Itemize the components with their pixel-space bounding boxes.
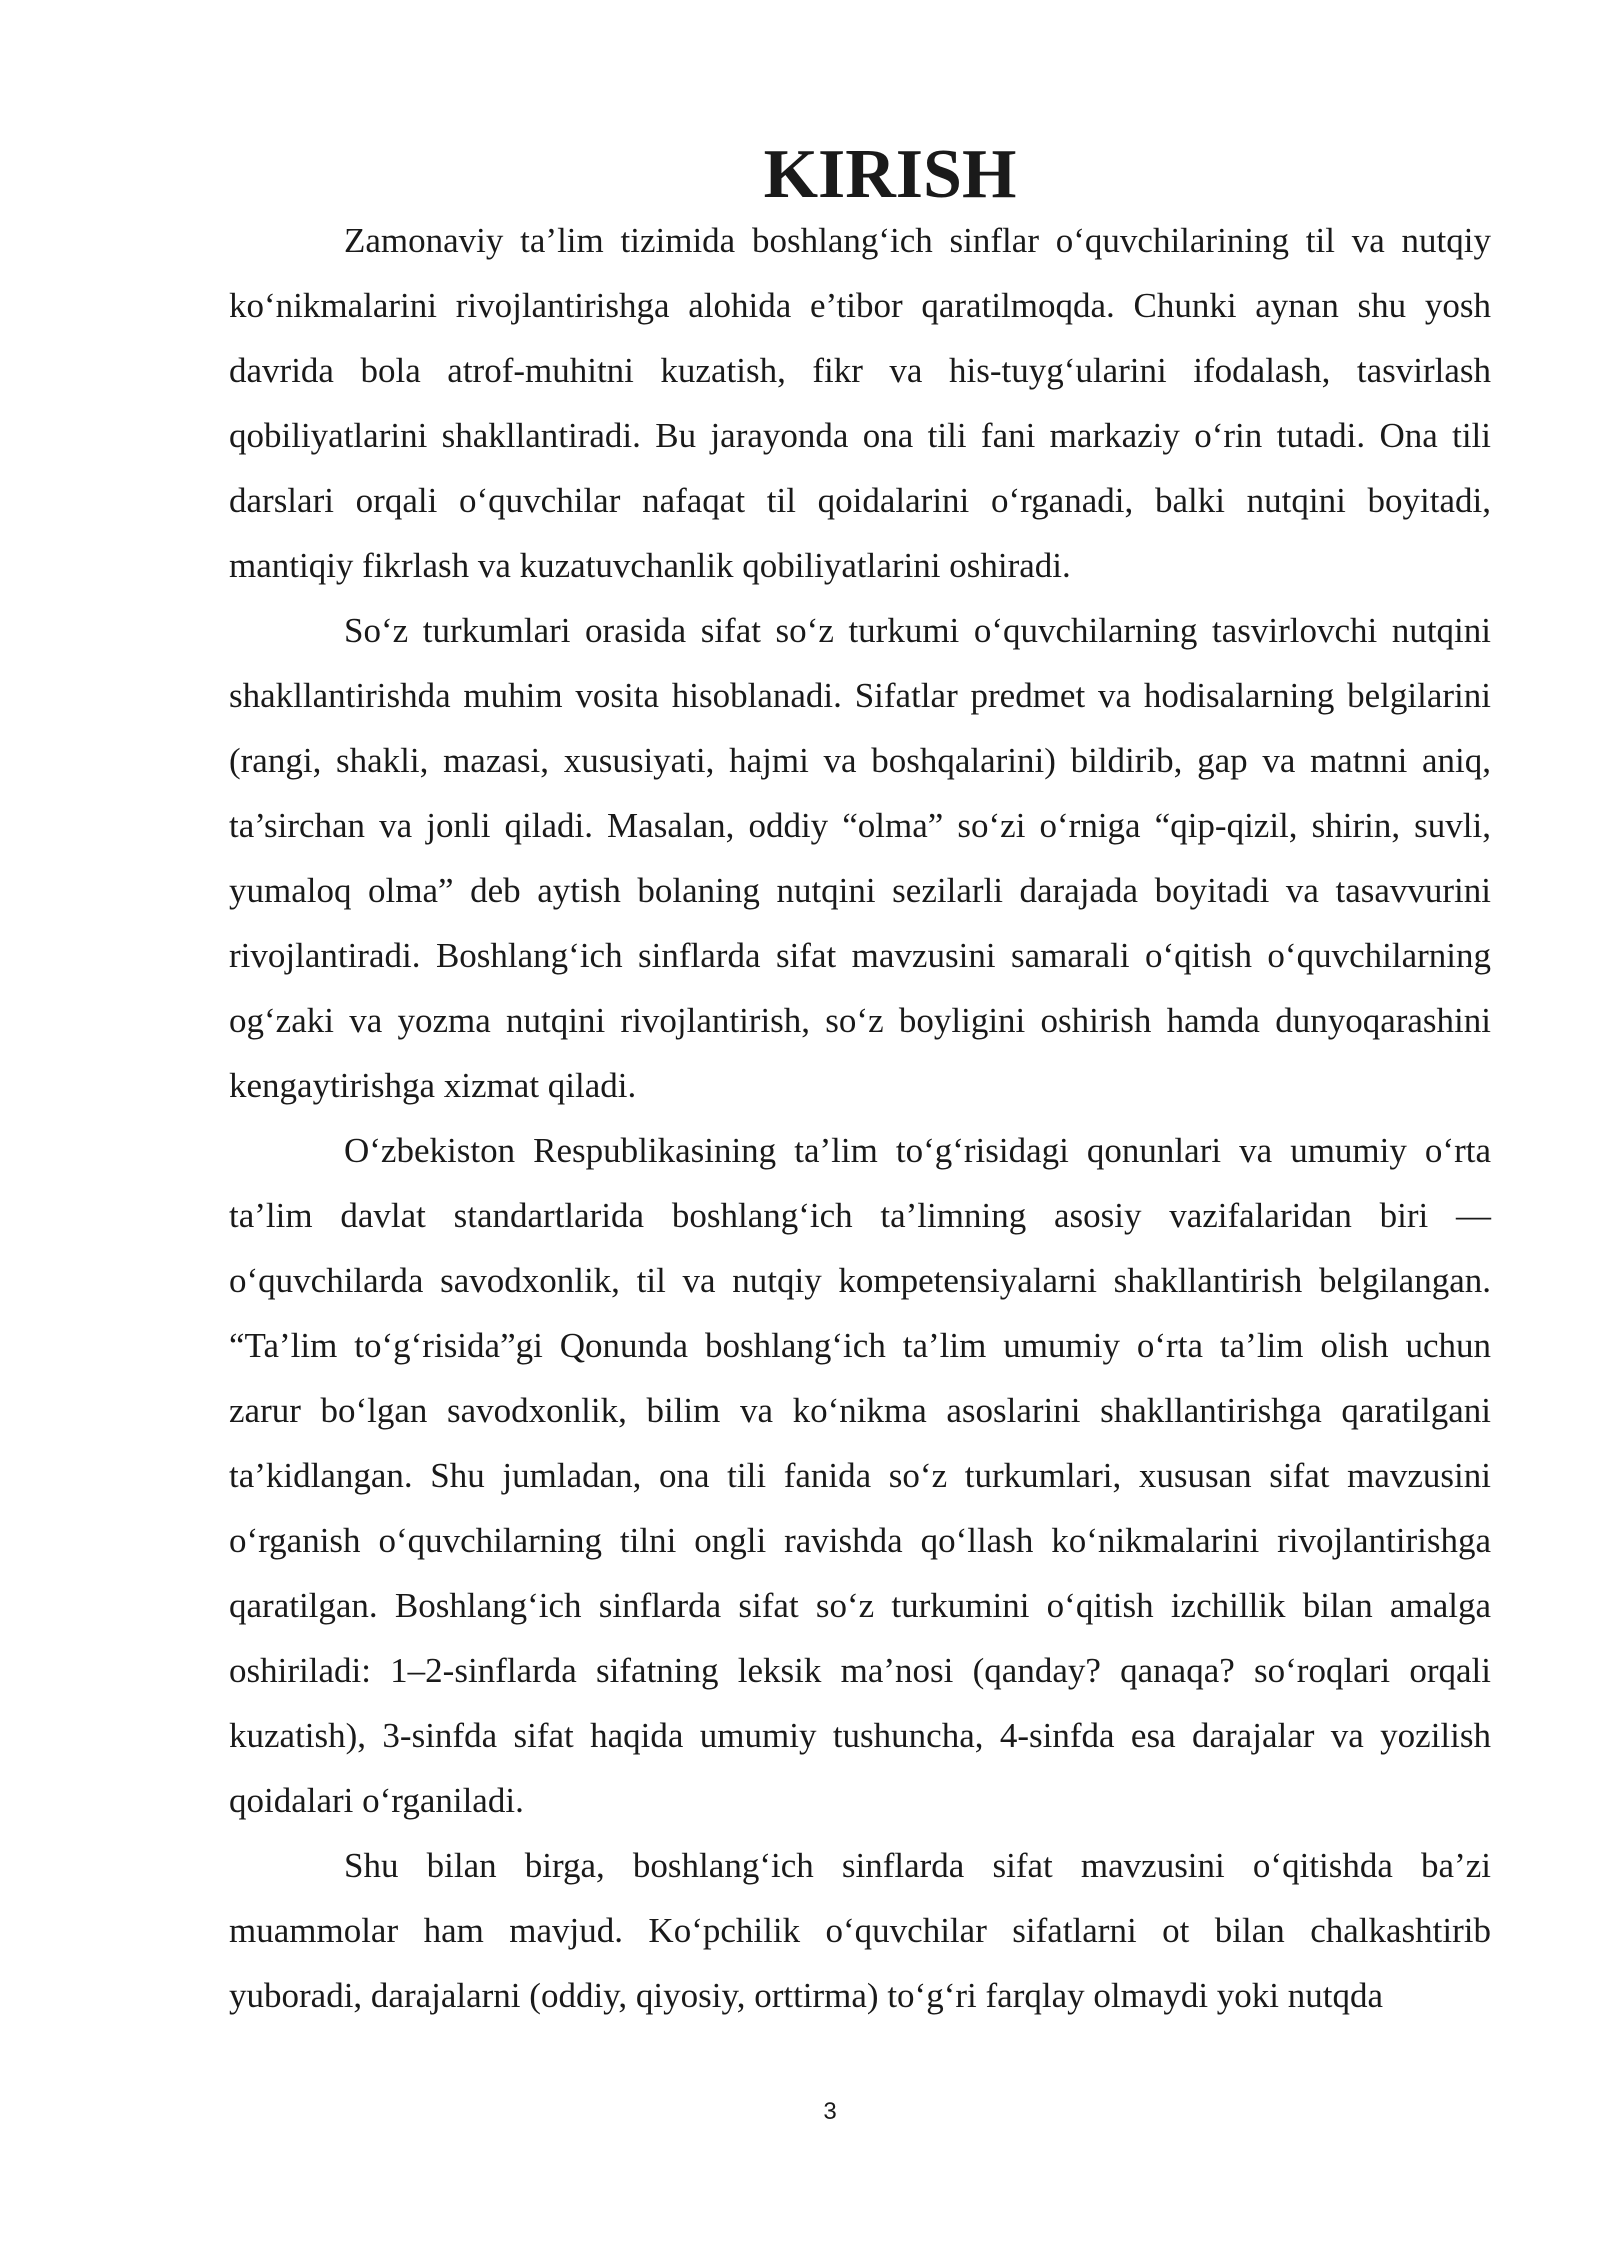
paragraph: Shu bilan birga, boshlang‘ich sinflarda sifat mavzusini o‘qitishda ba’zi muammolar ham mavjud. Ko‘pchilik o‘quvchilar sifatlarni ot bilan chalkashtirib yuboradi, darajalarni (oddiy, qiyosiy, orttirma) to‘g‘ri farqlay olmaydi yoki nutqda (229, 1846, 1491, 2015)
paragraph: O‘zbekiston Respublikasining ta’lim to‘g‘risidagi qonunlari va umumiy o‘rta ta’lim davlat standartlarida boshlang‘ich ta’limning asosiy vazifalaridan biri — o‘quvchilarda savodxonlik, til va nutqiy kompetensiyalarni shakllantirish belgilangan. “Ta’lim to‘g‘risida”gi Qonunda boshlang‘ich ta’lim umumiy o‘rta ta’lim olish uchun zarur bo‘lgan savodxonlik, bilim va ko‘nikma asoslarini shakllantirishga qaratilgani ta’kidlangan. Shu jumladan, ona tili fanida so‘z turkumlari, xususan sifat mavzusini o‘rganish o‘quvchilarning tilni ongli ravishda qo‘llash ko‘nikmalarini rivojlantirishga qaratilgan. Boshlang‘ich sinflarda sifat so‘z turkumini o‘qitish izchillik bilan amalga oshiriladi: 1–2-sinflarda sifatning leksik ma’nosi (qanday? qanaqa? so‘roqlari orqali kuzatish), 3-sinfda sifat haqida umumiy tushuncha, 4-sinfda esa darajalar va yozilish qoidalari o‘rganiladi. (229, 1131, 1491, 1820)
page-title: KIRISH (763, 136, 1017, 213)
document-body (229, 136, 1491, 2028)
paragraph: Zamonaviy ta’lim tizimida boshlang‘ich sinflar o‘quvchilarining til va nutqiy ko‘nikmalarini rivojlantirishga alohida e’tibor qaratilmoqda. Chunki aynan shu yosh davrida bola atrof-muhitni kuzatish, fikr va his-tuyg‘ularini ifodalash, tasvirlash qobiliyatlarini shakllantiradi. Bu jarayonda ona tili fani markaziy o‘rin tutadi. Ona tili darslari orqali o‘quvchilar nafaqat til qoidalarini o‘rganadi, balki nutqini boyitadi, mantiqiy fikrlash va kuzatuvchanlik qobiliyatlarini oshiradi. (229, 221, 1491, 585)
page-number: 3 (823, 2098, 837, 2125)
paragraph: So‘z turkumlari orasida sifat so‘z turkumi o‘quvchilarning tasvirlovchi nutqini shakllantirishda muhim vosita hisoblanadi. Sifatlar predmet va hodisalarning belgilarini (rangi, shakli, mazasi, xususiyati, hajmi va boshqalarini) bildirib, gap va matnni aniq, ta’sirchan va jonli qiladi. Masalan, oddiy “olma” so‘zi o‘rniga “qip-qizil, shirin, suvli, yumaloq olma” deb aytish bolaning nutqini sezilarli darajada boyitadi va tasavvurini rivojlantiradi. Boshlang‘ich sinflarda sifat mavzusini samarali o‘qitish o‘quvchilarning og‘zaki va yozma nutqini rivojlantirish, so‘z boyligini oshirish hamda dunyoqarashini kengaytirishga xizmat qiladi. (229, 611, 1491, 1105)
